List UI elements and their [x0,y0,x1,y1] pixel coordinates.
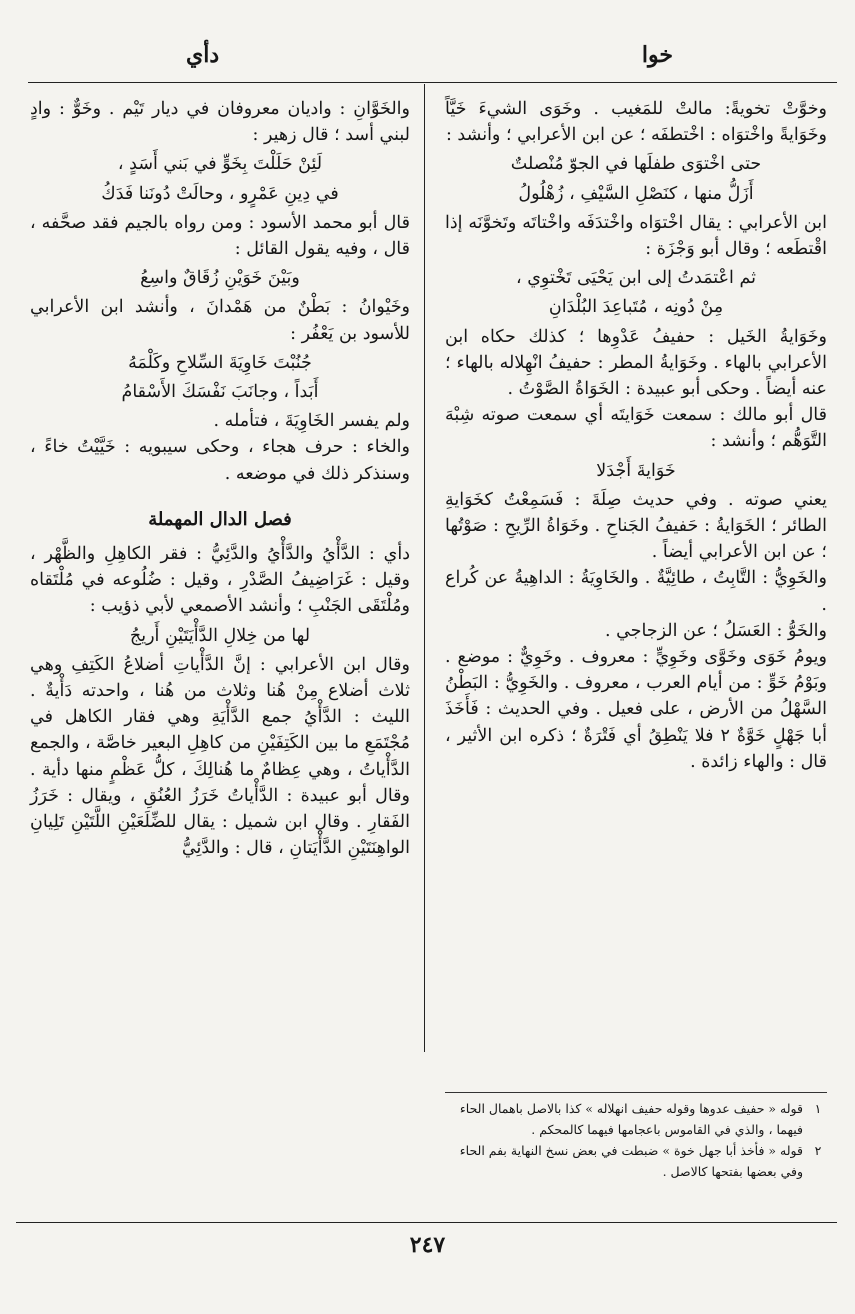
verse-line: لها من خِلالِ الدَّأْيَتَيْنِ أَريجُ [129,625,311,646]
verse-line: جُنُبْتَ خَاوِيَةَ السِّلاحِ وكَلْمَهُ [128,352,312,373]
paragraph: والخَوَّانِ : واديان معروفان في ديار تَيْم . وخَوٌّ : وادٍ لبني أسد ؛ قال زهير : [30,99,410,146]
paragraph: والخَوِيُّ : التَّابِتُ ، طائِيَّةٌ . والخَاوِيَةُ : الداهِيةُ عن كُراع . [445,568,827,615]
paragraph: قال أبو محمد الأسود : ومن رواه بالجيم فقد صحَّفه ، قال ، وفيه يقول القائل : [30,212,410,260]
paragraph: ولم يفسر الخَاوِيَةَ ، فتأمله . [213,411,410,432]
verse-line: خَوَايةَ أَجْدَلا [596,460,676,481]
paragraph: ابن الأعرابي : يقال اخْتوَاه واخْتدَفَه واخْتاتَه وتَخوَّنَه إذا اقْتطَعه ؛ وقال أبو وَجْزَة : [445,212,827,260]
verse-line: أَزَلُّ منها ، كنَصْلِ السَّيْفِ ، زُهْلُولُ [518,183,754,204]
footnote-text: قوله « حفيف عدوها وقوله حفيف انهلاله » كذا بالاصل باهمال الحاء فيهما ، والذي في القاموس باعجامها فيهما كالمحكم . [459,1101,803,1137]
verse-line: وبَيْنَ خَوَيْنِ زُقَاقٌ واسِعُ [140,268,300,289]
paragraph: والخاء : حرف هجاء ، وحكى سيبويه : خَيَّيْتُ خاءً ، وسنذكر ذلك في موضعه . [30,437,410,484]
paragraph: يعني صوته . وفي حديث صِلَةَ : فَسَمِعْتُ كخَوَايةِ الطائر ؛ الخَوَايةُ : حَفيفُ الجَناحِ . وخَوَاةُ الرِّيحِ : صَوْتُها ؛ عن ابن الأعرابي أيضاً . [445,489,827,563]
verse-line: لَئِنْ حَلَلْتَ بِخَوٍّ في بَني أَسَدٍ ، [117,154,323,175]
header-root-word-right: خوا [641,42,673,68]
verse-line: ثم اعْتمَدتُ إلى ابن يَحْيَى تَخْتوِي ، [516,268,756,289]
section-heading: فصل الدال المهملة [148,508,292,530]
footnote [445,1098,827,1140]
paragraph: والخَوُّ : العَسَلُ ؛ عن الزجاجي . [604,620,827,641]
footnote-text: قوله « فأخذ أبا جهل خوة » ضبطت في بعض نسخ النهاية بفم الحاء وفي بعضها بفتحها كالاصل . [459,1143,803,1179]
footnote-number: ٢ [814,1143,822,1158]
verse-line: حتى اخْتوَى طفلَها في الجوّ مُنْصلتٌ [510,154,762,175]
column-divider [424,84,425,1052]
paragraph: قال أبو مالك : سمعت خَوَايتَه أي سمعت صوته شِبْهَ التَّوَهُّم ؛ وأنشد : [445,405,827,452]
paragraph: وقال ابن الأعرابي : إنَّ الدَّأْياتِ أضلاعُ الكَتِفِ وهي ثلاث أضلاع مِنْ هُنا وثلاث من هُنا ، واحدته دَأْيةٌ . الليث : الدَّأْيُ جمع الدَّأْيَةِ وهي فقار الكاهل في مُجْتَمَعِ ما بين الكَتِفَيْنِ من كاهِلِ البعير خاصَّة ، والجمع الدَّأْياتُ ، وهي عِظامٌ ما هُنالِكَ ، كلُّ عَظْمٍ منها دأية . وقال أبو عبيدة : الدَّأْياتُ خَرَزُ العُنُقِ ، ويقال : خَرَزُ الفَقارِ . وقال ابن شميل : يقال للضِّلَعَيْنِ اللَّتَيْنِ تَلِيانِ الواهِنَتَيْنِ الدَّأْيَتانِ ، قال : والدَّئِيُّ [30,654,410,859]
paragraph: دأي : الدَّأْيُ والدَّأْيُ والدَّئِيُّ : فقر الكاهِلِ والظَّهْر ، وقيل : غَرَاضِيفُ الصَّدْرِ ، وقيل : ضُلُوعه في مُلْتَقاه ومُلْتَقَى الجَنْبِ ؛ وأنشد الأصمعي لأبي ذؤيب : [30,544,410,617]
footnote-rule [445,1092,827,1093]
right-column [445,96,827,775]
footnotes [445,1098,827,1182]
paragraph: وخَوَايةُ الخَيل : حفيفُ عَدْوِها ؛ كذلك حكاه ابن الأعرابي بالهاء . وخَوَايةُ المطر : حفيفُ انْهِلاله بالهاء ؛ عنه أيضاً . وحكى أبو عبيدة : الخَوَاةُ الصَّوْتُ . [445,326,827,400]
footnote [445,1140,827,1182]
verse-line: أَبَداً ، وجانَبَ نَفْسَكَ الأَسْقامُ [121,382,319,403]
verse-line: مِنْ دُونِه ، مُتَباعِدَ البُلْدَانِ [548,297,724,318]
header-rule [28,82,837,83]
page-number: ٢٤٧ [409,1232,446,1258]
footnote-number: ١ [814,1101,822,1116]
footer-rule [16,1222,837,1223]
paragraph: ويومُ خَوَى وخَوَّى وخَوِيٍّ : معروف . وخَوِيٌّ : موضع . وبَوْمُ خَوٍّ : من أيام العرب ، معروف . والخَوِيُّ : البَطْنُ السَّهْلُ من الأرض ، على فعيل . وفي الحديث : فَأَخَذَ أبا جَهْلٍ خَوَّةٌ ٢ فلا يَنْطِقُ أي فَتْرَةٌ ؛ ذكره ابن الأثير ، قال : والهاء زائدة . [445,647,827,772]
page-header [0,38,855,78]
paragraph: وخَيْوانُ : بَطْنٌ من هَمْدانَ ، وأنشد ابن الأعرابي للأسود بن يَعْفُر : [30,297,410,344]
verse-line: في دِينِ عَمْرٍو ، وحالَتْ دُونَنا فَدَكُ [101,183,339,204]
left-column [30,96,410,861]
paragraph: وخوَّتْ تخويةً: مالتْ للمَغيب . وخَوَى الشيءَ خَيَّاً وخَوَايةً واخْتوَاه : اخْتطفَه ؛ عن ابن الأعرابي ؛ وأنشد : [445,99,827,146]
header-root-word-left: دأي [186,42,220,68]
